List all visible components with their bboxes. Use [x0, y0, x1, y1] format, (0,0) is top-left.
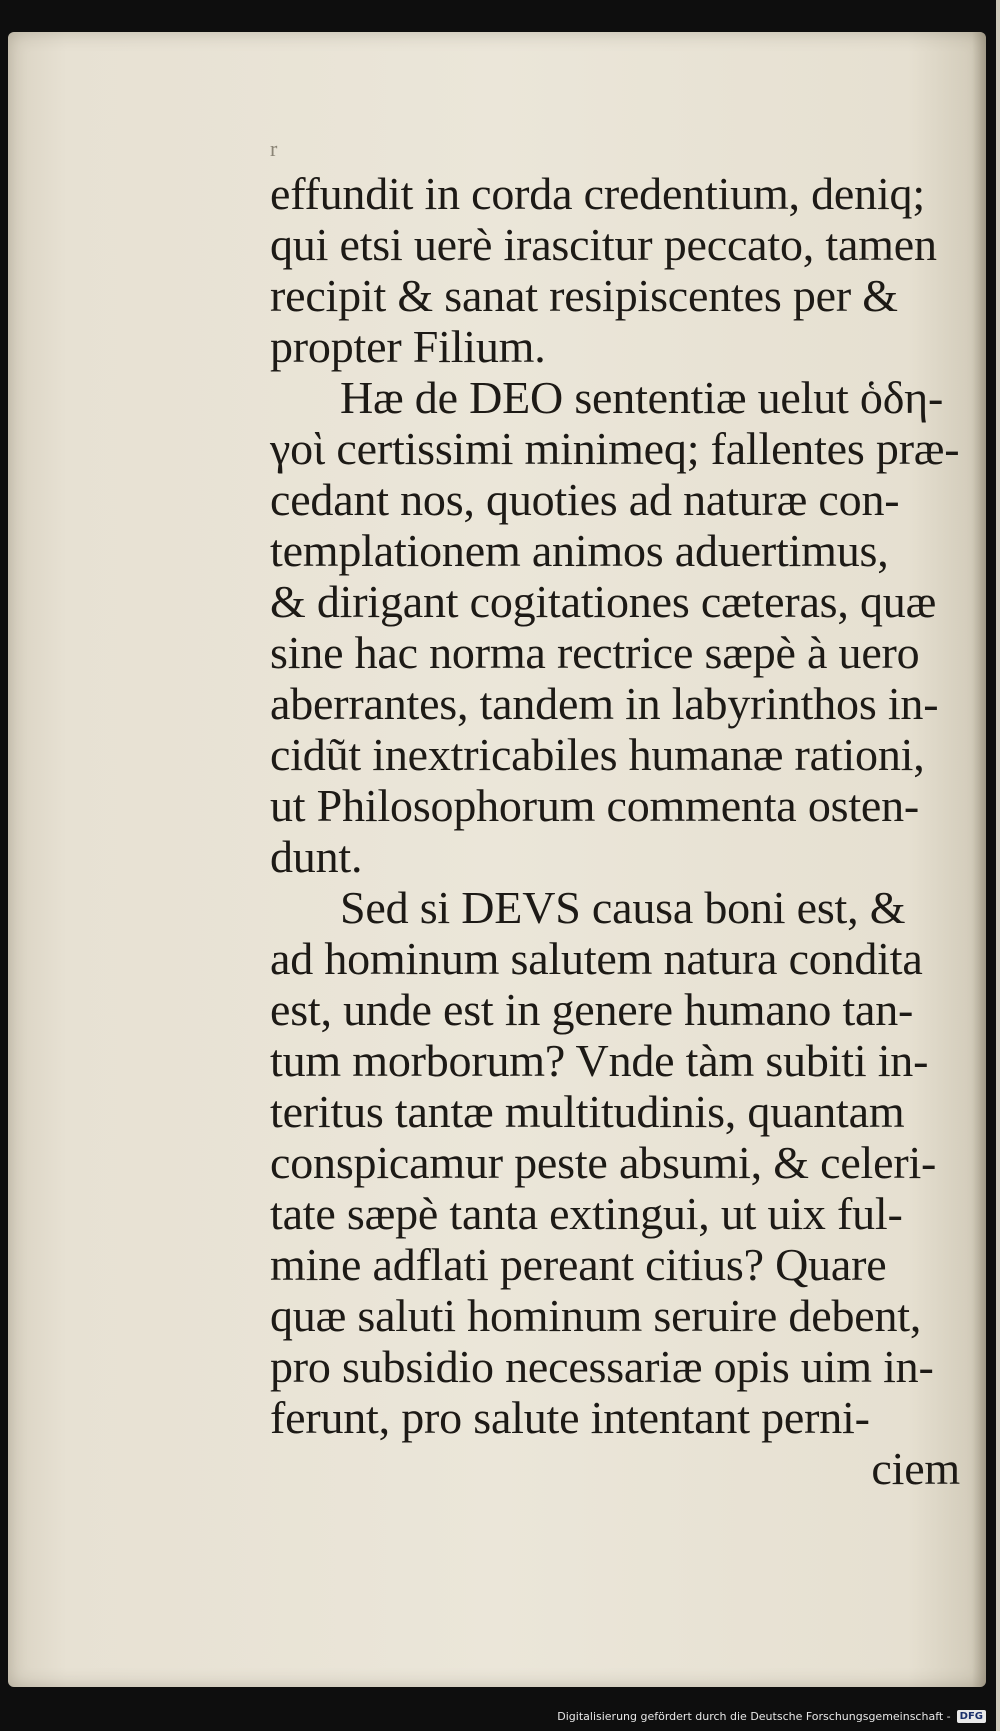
text-line: ciem	[871, 1443, 960, 1494]
text-line: & dirigant cogitationes cæteras, quæ	[270, 576, 937, 627]
text-line: propter Filium.	[270, 321, 546, 372]
book-page	[8, 32, 986, 1687]
text-line: templationem animos aduertimus,	[270, 525, 889, 576]
text-line: mine adflati pereant citius? Quare	[270, 1239, 887, 1290]
text-line: aberrantes, tandem in labyrinthos in-	[270, 678, 939, 729]
text-line: cedant nos, quoties ad naturæ con-	[270, 474, 900, 525]
page-mark: r	[270, 136, 278, 161]
text-line: dunt.	[270, 831, 363, 882]
footer-credit: Digitalisierung gefördert durch die Deutsche Forschungsgemeinschaft -	[557, 1710, 951, 1723]
text-line: Hæ de DEO sententiæ uelut ὁδη-	[340, 372, 944, 423]
text-line: pro subsidio necessariæ opis uim in-	[270, 1341, 934, 1392]
text-line: est, unde est in genere humano tan-	[270, 984, 914, 1035]
page-edge-shadow	[972, 32, 986, 1687]
text-line: γοὶ certissimi minimeq; fallentes præ-	[270, 423, 960, 474]
right-scan-border	[996, 0, 1000, 1731]
text-line: ad hominum salutem natura condita	[270, 933, 923, 984]
text-line: quæ saluti hominum seruire debent,	[270, 1290, 922, 1341]
text-line: cidũt inextricabiles humanæ rationi,	[270, 729, 925, 780]
text-line: recipit & sanat resipiscentes per &	[270, 270, 898, 321]
page-text-block	[270, 168, 960, 1494]
text-line: sine hac norma rectrice sæpè à uero	[270, 627, 920, 678]
text-line: teritus tantæ multitudinis, quantam	[270, 1086, 905, 1137]
text-line: Sed si DEVS causa boni est, &	[340, 882, 906, 933]
text-line: conspicamur peste absumi, & celeri-	[270, 1137, 937, 1188]
text-line: tum morborum? Vnde tàm subiti in-	[270, 1035, 929, 1086]
text-line: ferunt, pro salute intentant perni-	[270, 1392, 870, 1443]
digitization-footer	[557, 1710, 986, 1723]
dfg-logo: DFG	[957, 1710, 986, 1723]
text-line: ut Philosophorum commenta osten-	[270, 780, 920, 831]
text-line: tate sæpè tanta extingui, ut uix ful-	[270, 1188, 903, 1239]
text-line: qui etsi uerè irascitur peccato, tamen	[270, 219, 937, 270]
text-line: effundit in corda credentium, deniq;	[270, 168, 925, 219]
